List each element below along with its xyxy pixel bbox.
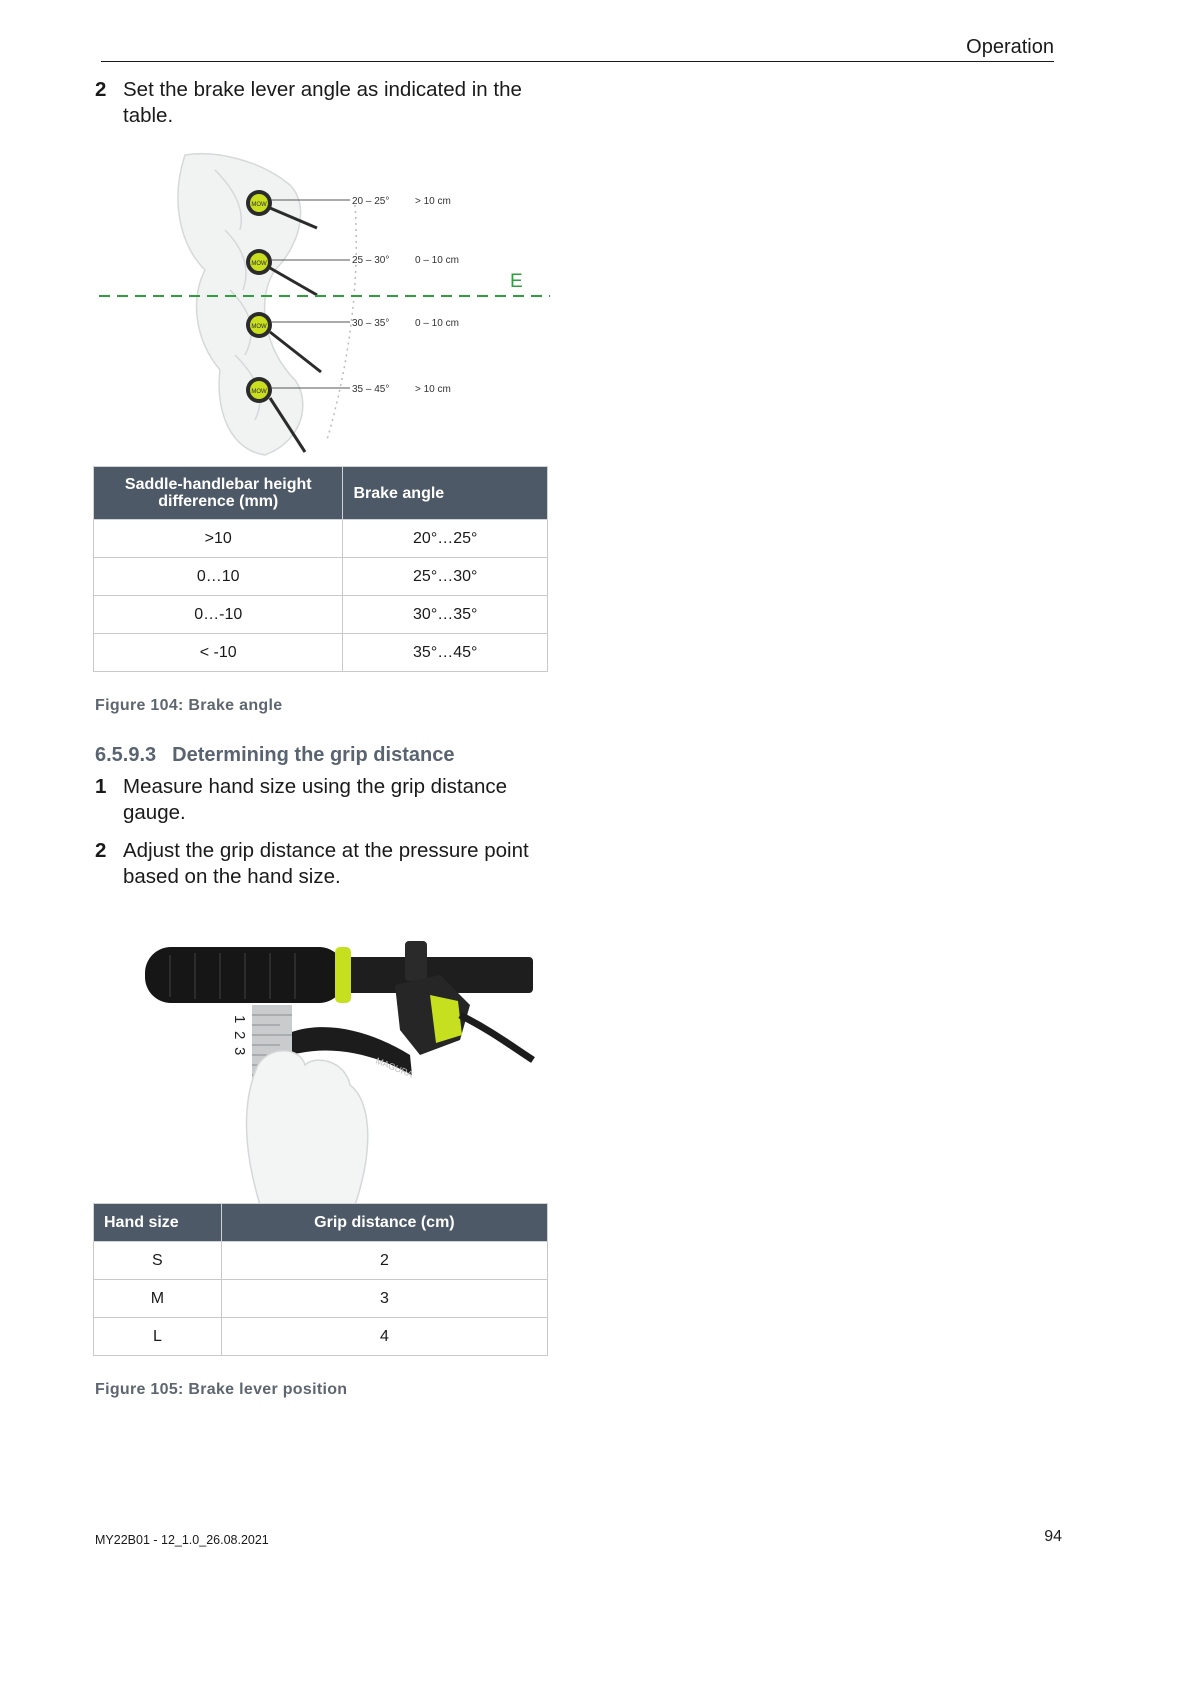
brake-hose [460, 1015, 533, 1060]
table-cell: 2 [221, 1242, 547, 1280]
table-cell: < -10 [94, 634, 343, 672]
brake-lever-illustration [140, 935, 535, 1205]
table-row [94, 1280, 548, 1318]
reference-line-label: E [510, 271, 523, 292]
step-number: 2 [95, 839, 107, 862]
header-rule [101, 61, 1054, 62]
table-header-row [94, 467, 548, 520]
figure-105-caption: Figure 105: Brake lever position [95, 1381, 348, 1398]
grip-distance-table [93, 1203, 548, 1356]
table-cell: >10 [94, 520, 343, 558]
table-cell: 35°…45° [343, 634, 548, 672]
step-number: 1 [95, 775, 107, 798]
step-text: Adjust the grip distance at the pressure point based on the hand size. [123, 839, 529, 888]
table-cell: S [94, 1242, 222, 1280]
column-header: Brake angle [343, 467, 548, 520]
figure-104-caption: Figure 104: Brake angle [95, 697, 283, 714]
gauge-number: 3 [231, 1047, 248, 1056]
column-header: Hand size [94, 1204, 222, 1242]
page-number: 94 [1044, 1528, 1062, 1545]
table-cell: 25°…30° [343, 558, 548, 596]
distance-label: 0 – 10 cm [415, 255, 459, 266]
gauge-number: 1 [231, 1015, 248, 1024]
distance-label: > 10 cm [415, 384, 451, 395]
footer-document-id: MY22B01 - 12_1.0_26.08.2021 [95, 1533, 269, 1547]
angle-label: 30 – 35° [352, 318, 390, 329]
brake-angle-illustration [95, 150, 555, 460]
table-cell: 20°…25° [343, 520, 548, 558]
grip-collar [335, 947, 351, 1003]
table-row [94, 520, 548, 558]
badge-text: MOW [251, 324, 267, 330]
section-number: 6.5.9.3 [95, 744, 157, 766]
section-title: Determining the grip distance [172, 744, 455, 766]
angle-label: 25 – 30° [352, 255, 390, 266]
step-adjust-grip [95, 838, 565, 890]
table-row [94, 596, 548, 634]
table-cell: L [94, 1318, 222, 1356]
grip [145, 947, 351, 1003]
angle-label: 20 – 25° [352, 196, 390, 207]
section-heading [95, 744, 454, 767]
step-text: Measure hand size using the grip distance gauge. [123, 775, 508, 824]
distance-label: 0 – 10 cm [415, 318, 459, 329]
hand-illustrations [178, 154, 303, 455]
table-cell: 0…-10 [94, 596, 343, 634]
table-cell: 30°…35° [343, 596, 548, 634]
column-header: Grip distance (cm) [221, 1204, 547, 1242]
brake-angle-table [93, 466, 548, 672]
table-header-row [94, 1204, 548, 1242]
angle-label: 35 – 45° [352, 384, 390, 395]
table-cell: M [94, 1280, 222, 1318]
step-set-brake-angle [95, 77, 565, 129]
badge-text: MOW [251, 389, 267, 395]
distance-label: > 10 cm [415, 196, 451, 207]
page-header-title: Operation [966, 36, 1054, 58]
step-measure-hand [95, 774, 565, 826]
table-cell: 3 [221, 1280, 547, 1318]
gauge-number: 2 [231, 1031, 248, 1040]
hand-illustration [246, 1051, 367, 1205]
table-row [94, 634, 548, 672]
step-text: Set the brake lever angle as indicated in the table. [123, 78, 522, 127]
badge-text: MOW [251, 261, 267, 267]
table-cell: 4 [221, 1318, 547, 1356]
column-header: Saddle-handlebar height difference (mm) [94, 467, 343, 520]
table-row [94, 1318, 548, 1356]
table-cell: 0…10 [94, 558, 343, 596]
table-row [94, 1242, 548, 1280]
step-number: 2 [95, 78, 107, 101]
lever-brand: MAGURA [374, 1055, 415, 1080]
table-row [94, 558, 548, 596]
badge-text: MOW [251, 202, 267, 208]
